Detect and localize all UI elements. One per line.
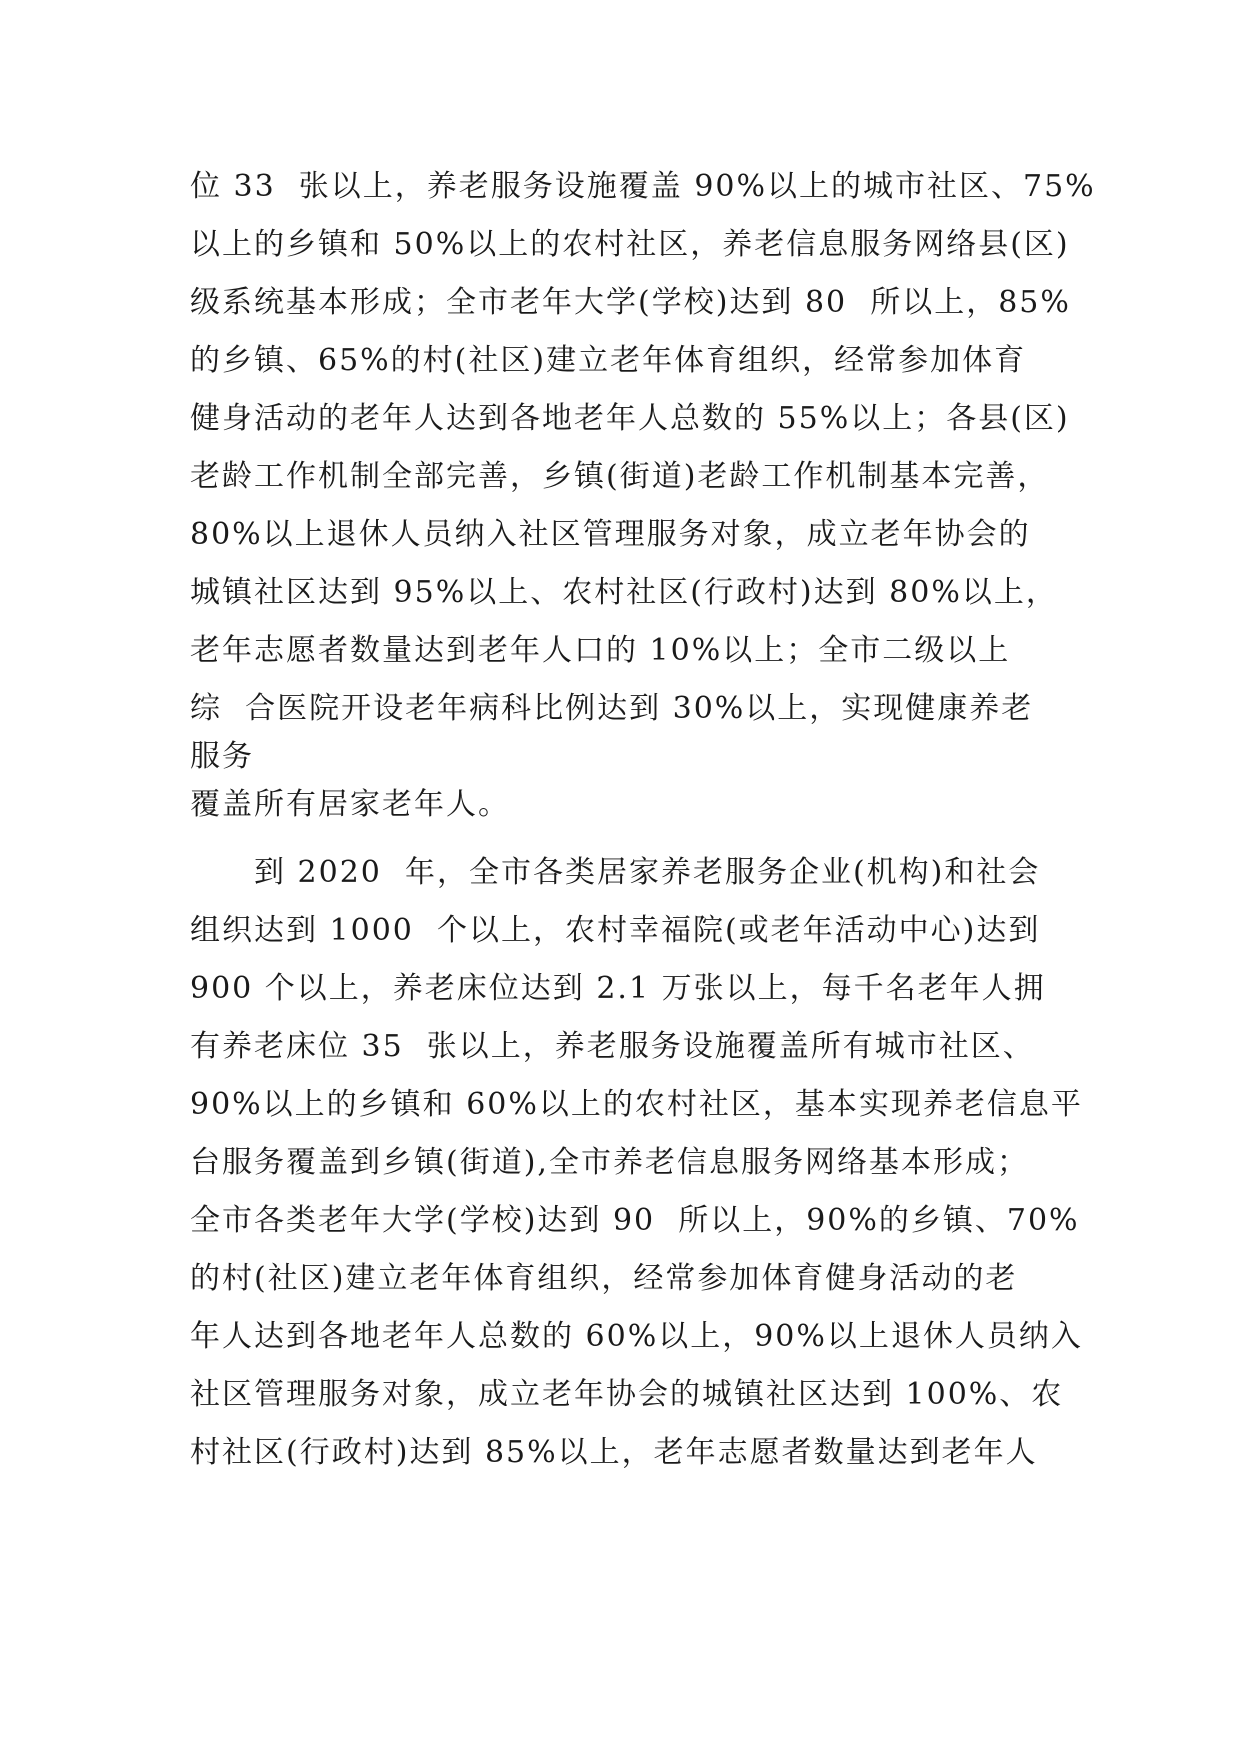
text-line: 社区管理服务对象，成立老年协会的城镇社区达到 100%、农 — [190, 1377, 1064, 1412]
text-line: 覆盖所有居家老年人。 — [190, 787, 510, 822]
text-line: 组织达到 1000 个以上，农村幸福院(或老年活动中心)达到 — [190, 913, 1041, 948]
text-line: 级系统基本形成；全市老年大学(学校)达到 80 所以上，85% — [190, 285, 1071, 320]
text-line: 年人达到各地老年人总数的 60%以上，90%以上退休人员纳入 — [190, 1319, 1083, 1354]
text-line: 的乡镇、65%的村(社区)建立老年体育组织，经常参加体育 — [190, 343, 1027, 378]
text-line: 老龄工作机制全部完善，乡镇(街道)老龄工作机制基本完善， — [190, 459, 1050, 494]
paragraph-first-line: 到 2020 年，全市各类居家养老服务企业(机构)和社会 — [190, 855, 1041, 890]
text-line: 村社区(行政村)达到 85%以上，老年志愿者数量达到老年人 — [190, 1435, 1038, 1470]
text-line: 综 合医院开设老年病科比例达到 30%以上，实现健康养老 — [190, 691, 1034, 726]
text-line: 80%以上退休人员纳入社区管理服务对象，成立老年协会的 — [190, 517, 1031, 552]
text-line: 以上的乡镇和 50%以上的农村社区，养老信息服务网络县(区) — [190, 227, 1070, 262]
text-line: 老年志愿者数量达到老年人口的 10%以上；全市二级以上 — [190, 633, 1011, 668]
text-line: 有养老床位 35 张以上，养老服务设施覆盖所有城市社区、 — [190, 1029, 1035, 1064]
text-line: 全市各类老年大学(学校)达到 90 所以上，90%的乡镇、70% — [190, 1203, 1080, 1238]
text-line: 台服务覆盖到乡镇(街道),全市养老信息服务网络基本形成； — [190, 1145, 1029, 1180]
text-line: 900 个以上，养老床位达到 2.1 万张以上，每千名老年人拥 — [190, 971, 1046, 1006]
text-line: 的村(社区)建立老年体育组织，经常参加体育健身活动的老 — [190, 1261, 1018, 1296]
text-line: 城镇社区达到 95%以上、农村社区(行政村)达到 80%以上， — [190, 575, 1058, 610]
text-line: 服务 — [190, 739, 254, 774]
text-line: 位 33 张以上，养老服务设施覆盖 90%以上的城市社区、75% — [190, 169, 1096, 204]
text-line: 90%以上的乡镇和 60%以上的农村社区，基本实现养老信息平 — [190, 1087, 1083, 1122]
text-line: 健身活动的老年人达到各地老年人总数的 55%以上；各县(区) — [190, 401, 1070, 436]
